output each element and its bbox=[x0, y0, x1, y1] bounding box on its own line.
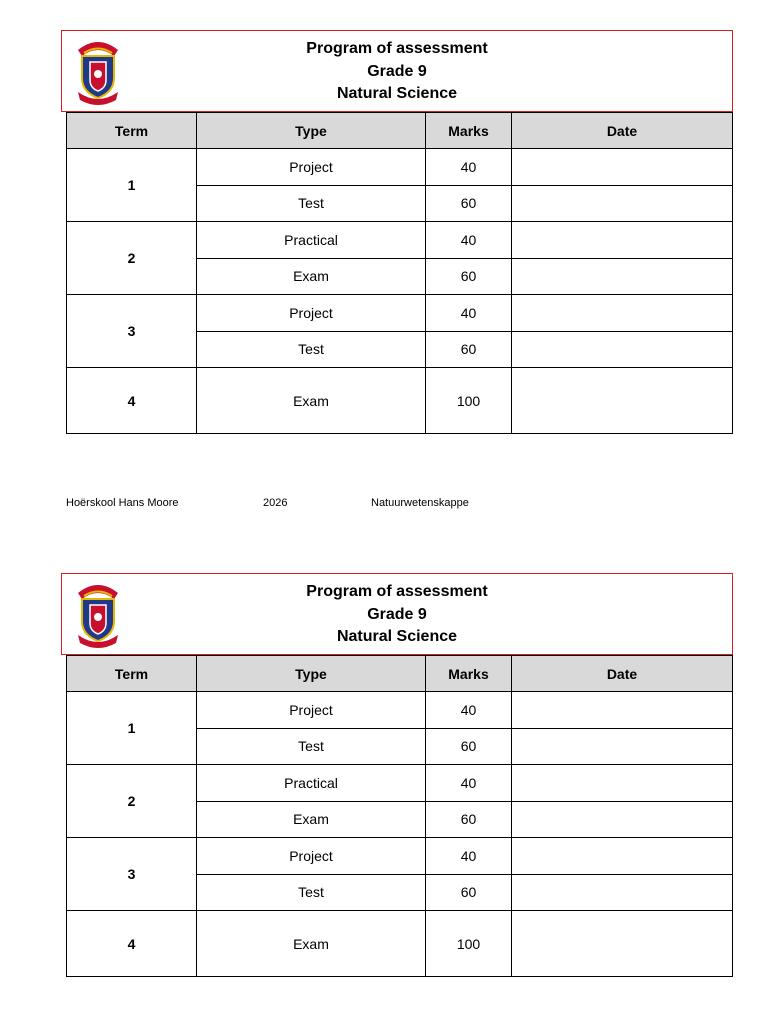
term-cell: 2 bbox=[67, 765, 197, 838]
type-cell: Test bbox=[197, 874, 426, 911]
grade-label: Grade 9 bbox=[367, 605, 427, 623]
assessment-block-2 bbox=[61, 573, 733, 977]
marks-cell: 60 bbox=[426, 874, 512, 911]
type-cell: Project bbox=[197, 692, 426, 729]
column-header-marks: Marks bbox=[426, 656, 512, 692]
marks-cell: 60 bbox=[426, 185, 512, 222]
subject-label: Natural Science bbox=[336, 628, 458, 645]
marks-cell: 40 bbox=[426, 295, 512, 332]
document-header bbox=[61, 573, 733, 655]
table-header-row bbox=[67, 656, 733, 692]
grade-label: Grade 9 bbox=[367, 62, 427, 80]
table-row bbox=[67, 838, 733, 875]
date-cell[interactable] bbox=[512, 295, 733, 332]
document-title: Program of assessment bbox=[306, 583, 488, 600]
term-cell: 3 bbox=[67, 838, 197, 911]
type-cell: Exam bbox=[197, 258, 426, 295]
document-title: Program of assessment bbox=[306, 40, 488, 57]
table-header-row bbox=[67, 113, 733, 149]
table-row bbox=[67, 149, 733, 186]
footer-subject: Natuurwetenskappe bbox=[371, 497, 469, 509]
type-cell: Exam bbox=[197, 368, 426, 434]
type-cell: Exam bbox=[197, 911, 426, 977]
type-cell: Practical bbox=[197, 765, 426, 802]
marks-cell: 40 bbox=[426, 149, 512, 186]
type-cell: Project bbox=[197, 838, 426, 875]
term-cell: 4 bbox=[67, 368, 197, 434]
table-row bbox=[67, 368, 733, 434]
term-cell: 1 bbox=[67, 692, 197, 765]
marks-cell: 40 bbox=[426, 222, 512, 259]
table-row bbox=[67, 295, 733, 332]
table-row bbox=[67, 692, 733, 729]
type-cell: Test bbox=[197, 331, 426, 368]
assessment-block-1 bbox=[61, 30, 733, 434]
document-header bbox=[61, 30, 733, 112]
type-cell: Project bbox=[197, 295, 426, 332]
marks-cell: 40 bbox=[426, 838, 512, 875]
marks-cell: 100 bbox=[426, 911, 512, 977]
date-cell[interactable] bbox=[512, 185, 733, 222]
date-cell[interactable] bbox=[512, 331, 733, 368]
date-cell[interactable] bbox=[512, 911, 733, 977]
assessment-table bbox=[66, 112, 733, 434]
assessment-table bbox=[66, 655, 733, 977]
column-header-marks: Marks bbox=[426, 113, 512, 149]
date-cell[interactable] bbox=[512, 222, 733, 259]
date-cell[interactable] bbox=[512, 801, 733, 838]
marks-cell: 40 bbox=[426, 692, 512, 729]
type-cell: Exam bbox=[197, 801, 426, 838]
type-cell: Test bbox=[197, 728, 426, 765]
column-header-type: Type bbox=[197, 113, 426, 149]
column-header-term: Term bbox=[67, 656, 197, 692]
column-header-type: Type bbox=[197, 656, 426, 692]
table-row bbox=[67, 222, 733, 259]
date-cell[interactable] bbox=[512, 874, 733, 911]
date-cell[interactable] bbox=[512, 258, 733, 295]
term-cell: 2 bbox=[67, 222, 197, 295]
type-cell: Practical bbox=[197, 222, 426, 259]
marks-cell: 60 bbox=[426, 728, 512, 765]
table-row bbox=[67, 765, 733, 802]
term-cell: 3 bbox=[67, 295, 197, 368]
type-cell: Project bbox=[197, 149, 426, 186]
date-cell[interactable] bbox=[512, 728, 733, 765]
footer-year: 2026 bbox=[263, 497, 288, 509]
column-header-term: Term bbox=[67, 113, 197, 149]
marks-cell: 60 bbox=[426, 331, 512, 368]
term-cell: 1 bbox=[67, 149, 197, 222]
column-header-date: Date bbox=[512, 113, 733, 149]
table-row bbox=[67, 911, 733, 977]
footer-school-name: Hoërskool Hans Moore bbox=[66, 497, 179, 509]
date-cell[interactable] bbox=[512, 368, 733, 434]
date-cell[interactable] bbox=[512, 838, 733, 875]
date-cell[interactable] bbox=[512, 692, 733, 729]
marks-cell: 60 bbox=[426, 801, 512, 838]
date-cell[interactable] bbox=[512, 149, 733, 186]
subject-label: Natural Science bbox=[336, 85, 458, 102]
marks-cell: 60 bbox=[426, 258, 512, 295]
marks-cell: 100 bbox=[426, 368, 512, 434]
type-cell: Test bbox=[197, 185, 426, 222]
date-cell[interactable] bbox=[512, 765, 733, 802]
marks-cell: 40 bbox=[426, 765, 512, 802]
term-cell: 4 bbox=[67, 911, 197, 977]
column-header-date: Date bbox=[512, 656, 733, 692]
